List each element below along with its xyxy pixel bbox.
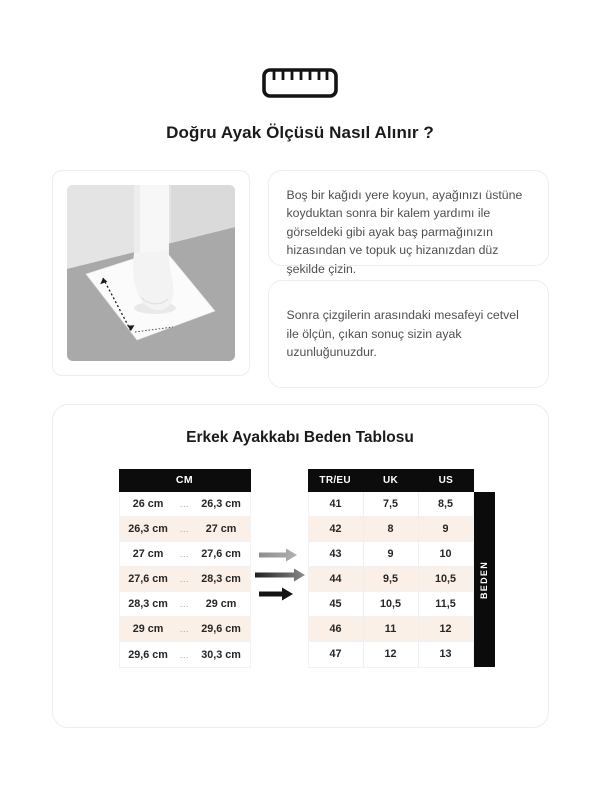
instruction-box-1 [268, 170, 549, 276]
cm-range-start: 28,3 cm [128, 598, 168, 610]
cm-range-separator: ... [179, 499, 189, 509]
instruction-boxes [268, 170, 549, 388]
cm-range-end: 26,3 cm [201, 498, 241, 510]
instruction-text-1: Boş bir kağıdı yere koyun, ayağınızı üstüne koyduktan sonra bir kalem yardımı ile görseldeki gibi ayak baş parmağınızın hizasından ve topuk uç hizanızdan düz şekilde çizin. [286, 188, 523, 276]
cm-table-header: CM [119, 469, 251, 492]
size-table-row [309, 617, 473, 642]
size-cell-tr-eu: 45 [329, 598, 342, 610]
size-tables-row [119, 469, 548, 668]
cm-range-separator: ... [179, 649, 189, 660]
cm-range-end: 27,6 cm [201, 548, 241, 560]
size-conversion-table-wrap [308, 469, 495, 668]
cm-table-row [120, 642, 250, 667]
size-cell-us: 10,5 [418, 567, 473, 591]
size-cell-us: 12 [418, 617, 473, 641]
size-cell-uk: 7,5 [363, 492, 418, 516]
header-cell-tr-eu: TR/EU [319, 475, 351, 486]
size-cell-tr-eu: 41 [329, 498, 342, 510]
ruler-icon-wrap [0, 0, 600, 103]
page-title: Doğru Ayak Ölçüsü Nasıl Alınır ? [166, 123, 434, 142]
cm-range-end: 27 cm [205, 523, 237, 535]
cm-table-row [120, 517, 250, 542]
size-table-row [309, 592, 473, 617]
cm-range-start: 29,6 cm [128, 648, 168, 661]
size-table-row [309, 492, 473, 517]
size-table-header-row [308, 469, 474, 492]
conversion-arrows-icon [251, 547, 308, 605]
beden-side-label: BEDEN [479, 560, 490, 599]
cm-range-separator: ... [179, 624, 189, 634]
cm-range-separator: ... [179, 574, 189, 584]
cm-table-row [120, 617, 250, 642]
measurement-instructions-section [52, 170, 549, 388]
size-cell-uk: 9,5 [363, 567, 418, 591]
cm-range-start: 27 cm [132, 548, 164, 560]
cm-range-start: 29 cm [132, 623, 164, 635]
cm-table [119, 469, 251, 668]
size-cell-tr-eu: 43 [329, 548, 342, 560]
instruction-box-2 [268, 280, 549, 388]
size-cell-us: 13 [418, 642, 473, 667]
cm-table-row [120, 567, 250, 592]
size-cell-us: 11,5 [418, 592, 473, 616]
cm-range-separator: ... [179, 599, 189, 609]
cm-table-row [120, 592, 250, 617]
cm-range-start: 26 cm [132, 498, 164, 510]
size-cell-us: 8,5 [418, 492, 473, 516]
beden-side-bar [474, 492, 495, 667]
size-cell-tr-eu: 42 [329, 523, 342, 535]
size-cell-us: 9 [418, 517, 473, 541]
size-cell-uk: 9 [363, 542, 418, 566]
size-cell-tr-eu: 47 [329, 648, 342, 660]
size-table-row [309, 517, 473, 542]
size-cell-uk: 11 [363, 617, 418, 641]
cm-range-end: 30,3 cm [201, 648, 241, 661]
size-table-card [52, 404, 549, 728]
header-cell-uk: UK [382, 475, 399, 486]
size-cell-tr-eu: 46 [329, 623, 342, 635]
header-cell-us: US [438, 475, 454, 486]
size-cell-uk: 10,5 [363, 592, 418, 616]
cm-range-start: 27,6 cm [128, 573, 168, 585]
cm-range-separator: ... [179, 549, 189, 559]
cm-table-row [120, 542, 250, 567]
cm-range-start: 26,3 cm [128, 523, 168, 535]
cm-range-end: 29 cm [205, 598, 237, 610]
size-table-title: Erkek Ayakkabı Beden Tablosu [186, 429, 414, 446]
size-table-row [309, 567, 473, 592]
cm-table-row [120, 492, 250, 517]
size-cell-tr-eu: 44 [329, 573, 342, 585]
instruction-text-2: Sonra çizgilerin arasındaki mesafeyi cetvel ile ölçün, çıkan sonuç sizin ayak uzunluğunuzdur. [286, 308, 519, 360]
foot-photo-illustration [67, 185, 235, 361]
cm-range-separator: ... [179, 524, 189, 534]
cm-range-end: 28,3 cm [201, 573, 241, 585]
size-table-row [309, 542, 473, 567]
size-conversion-table [308, 469, 474, 668]
cm-range-end: 29,6 cm [201, 623, 241, 635]
size-table-row [309, 642, 473, 667]
size-cell-uk: 8 [363, 517, 418, 541]
size-cell-us: 10 [418, 542, 473, 566]
foot-photo-card [52, 170, 250, 376]
ruler-icon [262, 68, 338, 98]
foot-measurement-photo [67, 185, 235, 361]
size-cell-uk: 12 [363, 642, 418, 667]
